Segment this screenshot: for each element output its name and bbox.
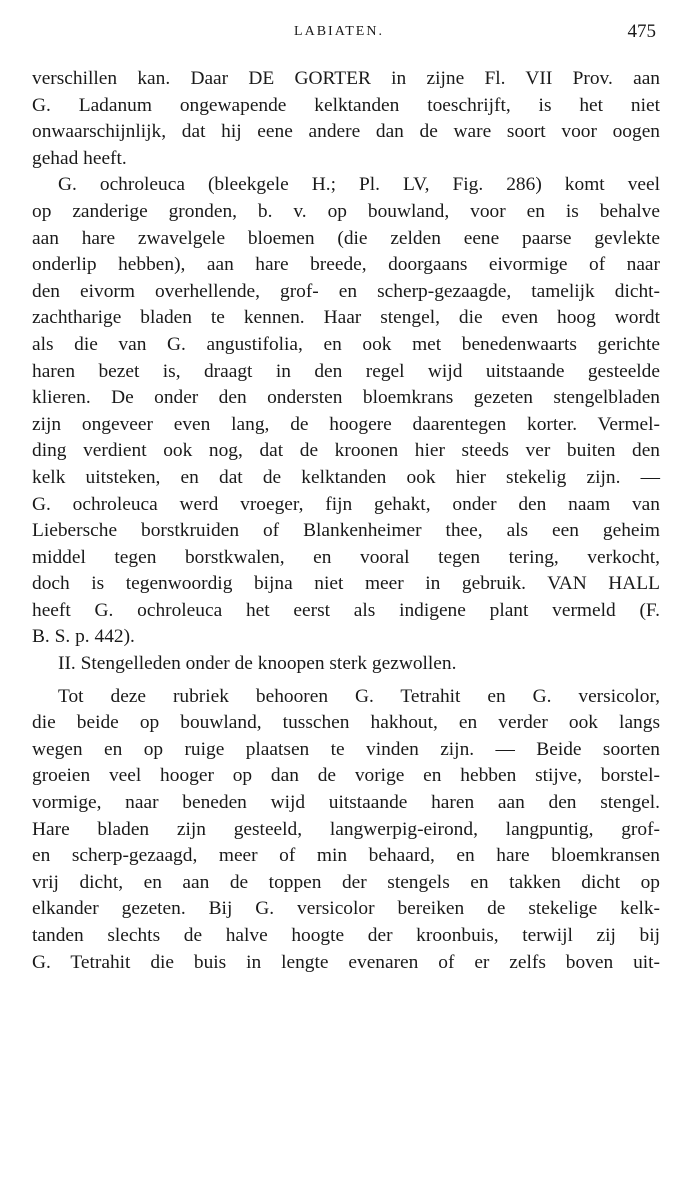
running-title: LABIATEN. — [294, 24, 384, 39]
text-line: vrij dicht, en aan de toppen der stengels en takken dicht op — [32, 871, 660, 893]
text-line: Liebersche borstkruiden of Blankenheimer thee, als een geheim — [32, 520, 660, 542]
text-line: heeft G. ochroleuca het eerst als indigene plant vermeld (F. — [32, 599, 660, 621]
text-line: vormige, naar beneden wijd uitstaande haren aan den stengel. — [32, 792, 660, 814]
text-line: Hare bladen zijn gesteeld, langwerpig-eirond, langpuntig, grof- — [32, 818, 660, 840]
text-line: zijn ongeveer even lang, de hoogere daarentegen korter. Vermel- — [32, 413, 660, 435]
text-line: groeien veel hooger op dan de vorige en hebben stijve, borstel- — [32, 765, 660, 787]
text-line: B. S. p. 442). — [32, 626, 135, 648]
text-line: middel tegen borstkwalen, en vooral tegen tering, verkocht, — [32, 546, 660, 568]
text-line: verschillen kan. Daar DE GORTER in zijne Fl. VII Prov. aan — [32, 68, 660, 89]
text-line: wegen en op ruige plaatsen te vinden zijn. — Beide soorten — [32, 738, 660, 760]
page-number: 475 — [627, 21, 656, 42]
text-line: als die van G. angustifolia, en ook met benedenwaarts gerichte — [32, 333, 660, 355]
text-line: haren bezet is, draagt in den regel wijd uitstaande gesteelde — [32, 360, 660, 382]
text-line: gehad heeft. — [32, 147, 127, 169]
text-line: Tot deze rubriek behooren G. Tetrahit en G. versicolor, — [58, 685, 660, 707]
body-text — [32, 66, 660, 976]
text-line: onderlip hebben), aan hare breede, doorgaans eivormige of naar — [32, 254, 660, 276]
page-header — [0, 21, 678, 45]
text-line: en scherp-gezaagd, meer of min behaard, en hare bloemkransen — [32, 845, 660, 867]
text-line: op zanderige gronden, b. v. op bouwland, voor en is behalve — [32, 200, 660, 222]
text-line: klieren. De onder den ondersten bloemkrans gezeten stengelbladen — [32, 387, 660, 409]
text-line: kelk uitsteken, en dat de kelktanden ook hier stekelig zijn. — — [32, 466, 660, 488]
text-line: zachtharige bladen te kennen. Haar stengel, die even hoog wordt — [32, 307, 660, 329]
text-line: G. ochroleuca werd vroeger, fijn gehakt, onder den naam van — [32, 493, 660, 515]
text-line: onwaarschijnlijk, dat hij eene andere dan de ware soort voor oogen — [32, 121, 660, 143]
text-line: ding verdient ook nog, dat de kroonen hier steeds ver buiten den — [32, 440, 660, 462]
text-line: G. ochroleuca (bleekgele H.; Pl. LV, Fig. 286) komt veel — [58, 174, 660, 196]
text-line: aan hare zwavelgele bloemen (die zelden eene paarse gevlekte — [32, 227, 660, 249]
text-line: doch is tegenwoordig bijna niet meer in gebruik. VAN HALL — [32, 573, 660, 595]
text-line: G. Ladanum ongewapende kelktanden toeschrijft, is het niet — [32, 94, 660, 116]
text-line: elkander gezeten. Bij G. versicolor bereiken de stekelige kelk- — [32, 898, 660, 920]
section-heading: II. Stengelleden onder de knoopen sterk gezwollen. — [58, 653, 457, 675]
text-line: die beide op bouwland, tusschen hakhout, en verder ook langs — [32, 712, 660, 734]
text-line: den eivorm overhellende, grof- en scherp-gezaagde, tamelijk dicht- — [32, 280, 660, 302]
text-line: tanden slechts de halve hoogte der kroonbuis, terwijl zij bij — [32, 925, 660, 946]
text-line: G. Tetrahit die buis in lengte evenaren of er zelfs boven uit- — [32, 951, 660, 973]
